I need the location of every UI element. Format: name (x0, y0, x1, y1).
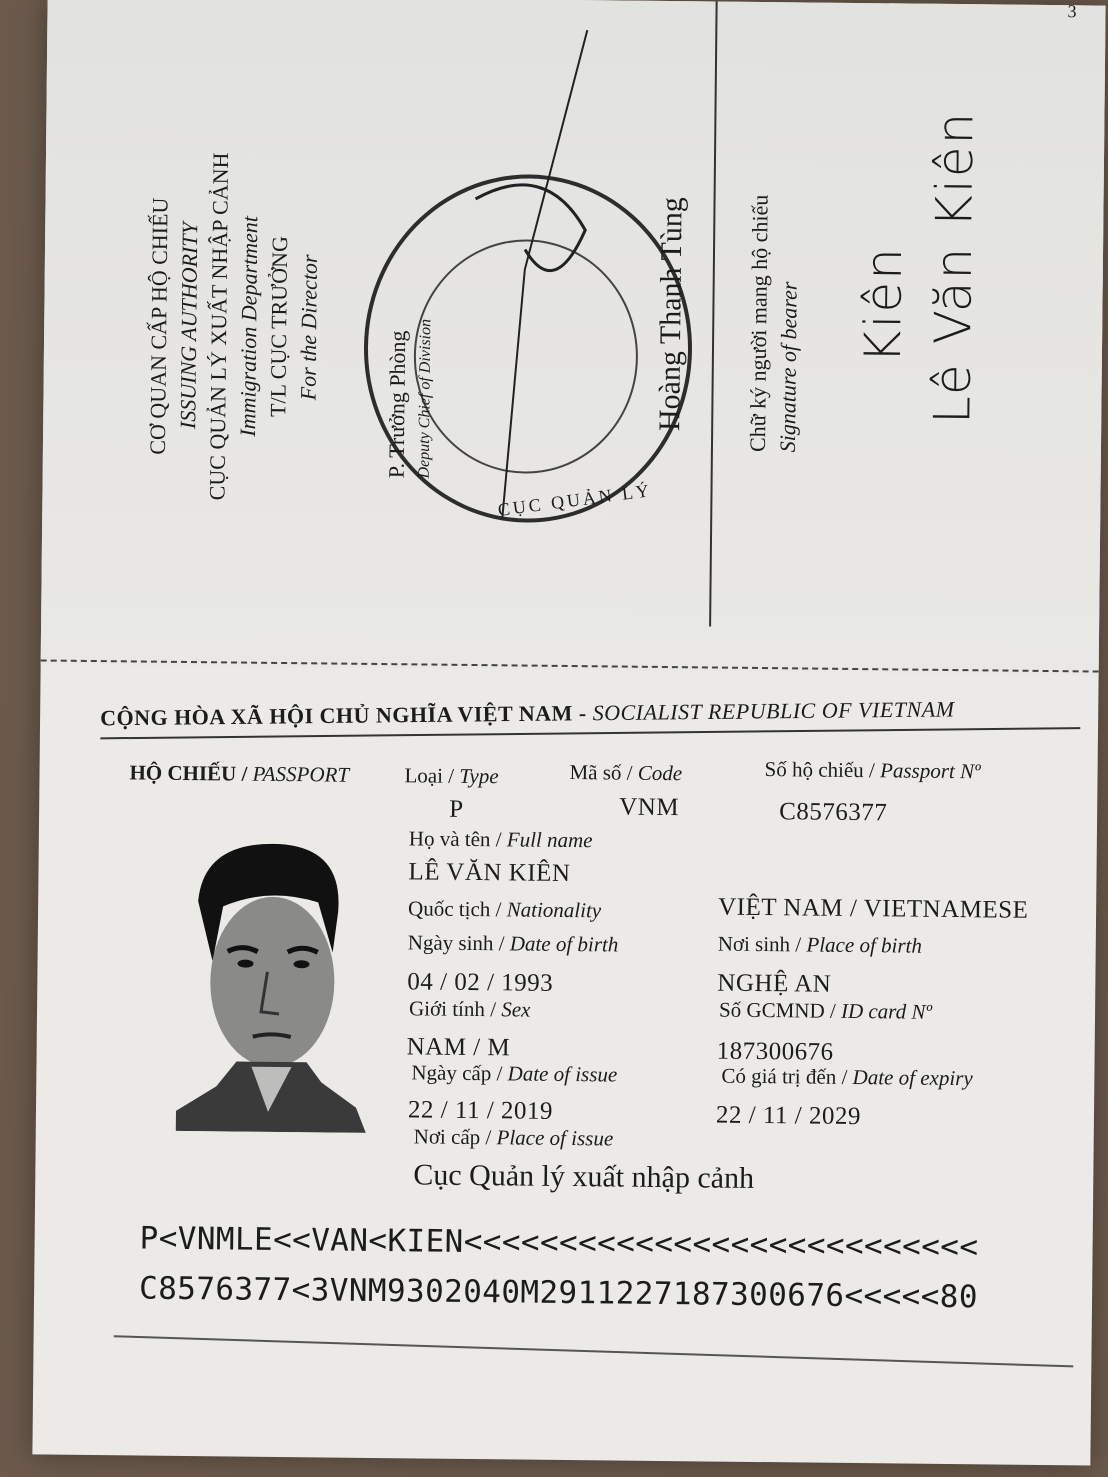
type-label (404, 763, 498, 789)
code-value: VNM (619, 793, 680, 822)
signer-name: Hoàng Thanh Tùng (653, 197, 689, 432)
bearer-label-en: Signature of bearer (774, 281, 802, 453)
authority-line-5: T/L CỤC TRƯỞNG (265, 236, 293, 418)
dob-label-en: Date of birth (509, 931, 619, 957)
issue-date-label-vi: Ngày cấp / (411, 1060, 508, 1086)
nationality-label-en: Nationality (506, 897, 602, 923)
type-label-vi: Loại / (404, 763, 460, 788)
id-card-label-en: ID card Nº (840, 998, 933, 1024)
place-of-issue-label-en: Place of issue (496, 1125, 614, 1151)
bearer-label-vi: Chữ ký người mang hộ chiếu (744, 194, 773, 453)
passport-page (32, 0, 1105, 1465)
id-card-label (719, 998, 932, 1025)
issue-date-label-en: Date of issue (507, 1061, 618, 1087)
authority-line-1: CƠ QUAN CẤP HỘ CHIẾU (144, 197, 173, 455)
sex-label-en: Sex (501, 997, 531, 1022)
sex-value: NAM / M (406, 1033, 511, 1062)
mrz-line-1: P<VNMLE<<VAN<KIEN<<<<<<<<<<<<<<<<<<<<<<<<<<< (139, 1220, 979, 1266)
country-header (100, 695, 1080, 739)
dob-label-vi: Ngày sinh / (407, 930, 510, 956)
expiry-date-value: 22 / 11 / 2029 (715, 1101, 862, 1131)
place-of-issue-value: Cục Quản lý xuất nhập cảnh (413, 1158, 755, 1195)
authority-line-4: Immigration Department (235, 216, 263, 438)
type-label-en: Type (459, 763, 499, 789)
expiry-date-label (721, 1064, 973, 1092)
country-header-vi: CỘNG HÒA XÃ HỘI CHỦ NGHĨA VIỆT NAM - (99, 700, 593, 731)
stamp-text: CỤC QUẢN LÝ (496, 480, 653, 520)
passport-number-value: C8576377 (779, 798, 888, 827)
sex-label-vi: Giới tính / (408, 996, 502, 1022)
passport-number-label (764, 757, 980, 784)
country-header-en: SOCIALIST REPUBLIC OF VIETNAM (592, 696, 955, 726)
sex-label (409, 996, 531, 1022)
dob-value: 04 / 02 / 1993 (407, 968, 554, 997)
bearer-signature-line-2: Lê Văn Kiên (923, 110, 985, 425)
pob-label (718, 932, 922, 959)
passport-title-en: PASSPORT (252, 761, 350, 787)
code-label-en: Code (637, 760, 683, 786)
nationality-label (408, 896, 601, 923)
authority-line-8: Deputy Chief of Division (415, 318, 435, 479)
pob-label-en: Place of birth (806, 932, 923, 958)
code-label (569, 760, 682, 786)
bearer-signature-line-1: Kiên (853, 245, 914, 364)
stamp-officer-block (383, 178, 442, 479)
nationality-value: VIỆT NAM / VIETNAMESE (718, 893, 1029, 924)
code-label-vi: Mã số / (569, 760, 638, 785)
pob-label-vi: Nơi sinh / (717, 931, 807, 957)
page-bottom-edge (114, 1335, 1074, 1367)
passport-number-label-en: Passport Nº (879, 758, 981, 784)
authority-line-7: P. Trưởng Phòng (383, 330, 411, 479)
authority-line-3: CỤC QUẢN LÝ XUẤT NHẬP CẢNH (204, 152, 234, 501)
bearer-signature-label (743, 62, 807, 453)
full-name-label-vi: Họ và tên / (408, 826, 507, 852)
expiry-date-label-vi: Có giá trị đến / (721, 1063, 853, 1089)
nationality-label-vi: Quốc tịch / (407, 896, 507, 922)
passport-title-vi: HỘ CHIẾU / (129, 760, 253, 786)
expiry-date-label-en: Date of expiry (852, 1064, 973, 1091)
issue-date-label (411, 1060, 617, 1087)
id-card-value: 187300676 (716, 1037, 834, 1066)
full-name-value: LÊ VĂN KIÊN (408, 858, 571, 888)
mrz-line-2: C8576377<3VNM9302040M2911227187300676<<<<<80 (138, 1270, 979, 1316)
issue-date-value: 22 / 11 / 2019 (407, 1096, 554, 1125)
id-card-label-vi: Số GCMND / (718, 997, 842, 1023)
authority-line-6: For the Director (295, 254, 322, 401)
place-of-issue-label (414, 1124, 614, 1151)
official-signature-stroke (462, 19, 627, 541)
type-value: P (449, 795, 464, 823)
full-name-label-en: Full name (506, 827, 593, 853)
bearer-photo (156, 831, 379, 1133)
page-number: 3 (1067, 1, 1077, 22)
passport-number-label-vi: Số hộ chiếu / (764, 757, 881, 783)
issuing-authority-block (141, 56, 327, 598)
dob-label (408, 930, 619, 957)
pob-value: NGHỆ AN (717, 969, 832, 998)
authority-line-2: ISSUING AUTHORITY (175, 222, 203, 430)
place-of-issue-label-vi: Nơi cấp / (413, 1124, 497, 1150)
passport-title (129, 760, 349, 787)
full-name-label (409, 826, 593, 853)
